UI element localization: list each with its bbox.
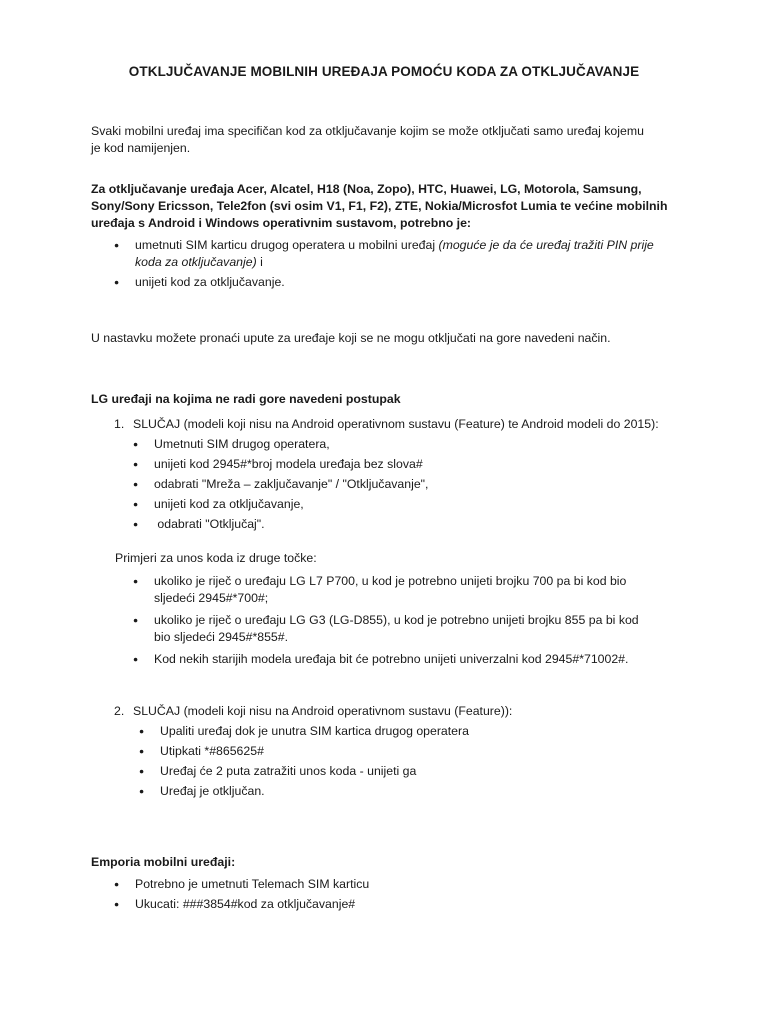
list-item: ● Utipkati *#865625# xyxy=(91,743,681,760)
case1-steps-list xyxy=(91,436,681,533)
case2-number: 2. xyxy=(114,704,125,718)
emporia-steps-list xyxy=(91,876,681,913)
case1 xyxy=(91,416,681,533)
list-item: ● ukoliko je riječ o uređaju LG G3 (LG-D855), u kod je potrebno unijeti brojku 855 pa bi kod bio sljedeći 2945#*855#. xyxy=(91,612,651,646)
lg-heading: LG uređaji na kojima ne radi gore navedeni postupak xyxy=(91,392,401,406)
list-item: ● Umetnuti SIM drugog operatera, xyxy=(91,436,681,453)
general-step-1: umetnuti SIM karticu drugog operatera u mobilni uređaj xyxy=(135,238,439,252)
case2-title: SLUČAJ (modeli koji nisu na Android operativnom sustavu (Feature)): xyxy=(133,704,513,718)
list-item: ● Uređaj će 2 puta zatražiti unos koda - unijeti ga xyxy=(91,763,681,780)
general-step-2: unijeti kod za otključavanje. xyxy=(135,275,285,289)
general-heading: Za otključavanje uređaja Acer, Alcatel, H18 (Noa, Zopo), HTC, Huawei, LG, Motorola, Samsung, Sony/Sony Ericsson, Tele2fon (svi osim V1, F1, F2), ZTE, Nokia/Microsfot Lumia te većine mobilnih uređaja s Android i Windows operativnim sustavom, potrebno je: xyxy=(91,182,668,230)
list-item: ● ukoliko je riječ o uređaju LG L7 P700, u kod je potrebno unijeti brojku 700 pa bi kod bio sljedeći 2945#*700#; xyxy=(91,573,651,607)
general-steps-list xyxy=(91,237,681,291)
general-step-1-note: (moguće je da će uređaj tražiti PIN prije koda za otključavanje) xyxy=(135,238,654,269)
list-item xyxy=(91,237,681,271)
list-item: ● odabrati "Mreža – zaključavanje" / "Otključavanje", xyxy=(91,476,681,493)
list-item: ● odabrati "Otključaj". xyxy=(91,516,681,533)
general-step-1-suffix: i xyxy=(256,255,263,269)
list-item: ● unijeti kod za otključavanje, xyxy=(91,496,681,513)
list-item: ● Kod nekih starijih modela uređaja bit će potrebno unijeti univerzalni kod 2945#*71002#. xyxy=(91,651,651,668)
list-item: ● Ukucati: ###3854#kod za otključavanje# xyxy=(91,896,681,913)
list-item: ● unijeti kod 2945#*broj modela uređaja bez slova# xyxy=(91,456,681,473)
list-item: ● Uređaj je otključan. xyxy=(91,783,681,800)
document-title: OTKLJUČAVANJE MOBILNIH UREĐAJA POMOĆU KODA ZA OTKLJUČAVANJE xyxy=(128,64,640,79)
case1-title-row xyxy=(91,416,681,433)
case1-number: 1. xyxy=(114,417,125,431)
intro-paragraph: Svaki mobilni uređaj ima specifičan kod za otključavanje kojim se može otključati samo uređaj kojemu je kod namijenjen. xyxy=(91,124,644,155)
case2-steps-list xyxy=(91,723,681,800)
case1-title: SLUČAJ (modeli koji nisu na Android operativnom sustavu (Feature) te Android modeli do 2015): xyxy=(133,417,659,431)
further-info: U nastavku možete pronaći upute za uređaje koji se ne mogu otključati na gore navedeni način. xyxy=(91,331,611,345)
emporia-heading: Emporia mobilni uređaji: xyxy=(91,855,236,869)
examples-heading: Primjeri za unos koda iz druge točke: xyxy=(115,551,317,565)
case2 xyxy=(91,703,681,800)
case2-title-row xyxy=(91,703,681,720)
list-item xyxy=(91,274,681,291)
list-item: ● Upaliti uređaj dok je unutra SIM kartica drugog operatera xyxy=(91,723,681,740)
examples-list xyxy=(91,573,651,668)
list-item: ● Potrebno je umetnuti Telemach SIM karticu xyxy=(91,876,681,893)
